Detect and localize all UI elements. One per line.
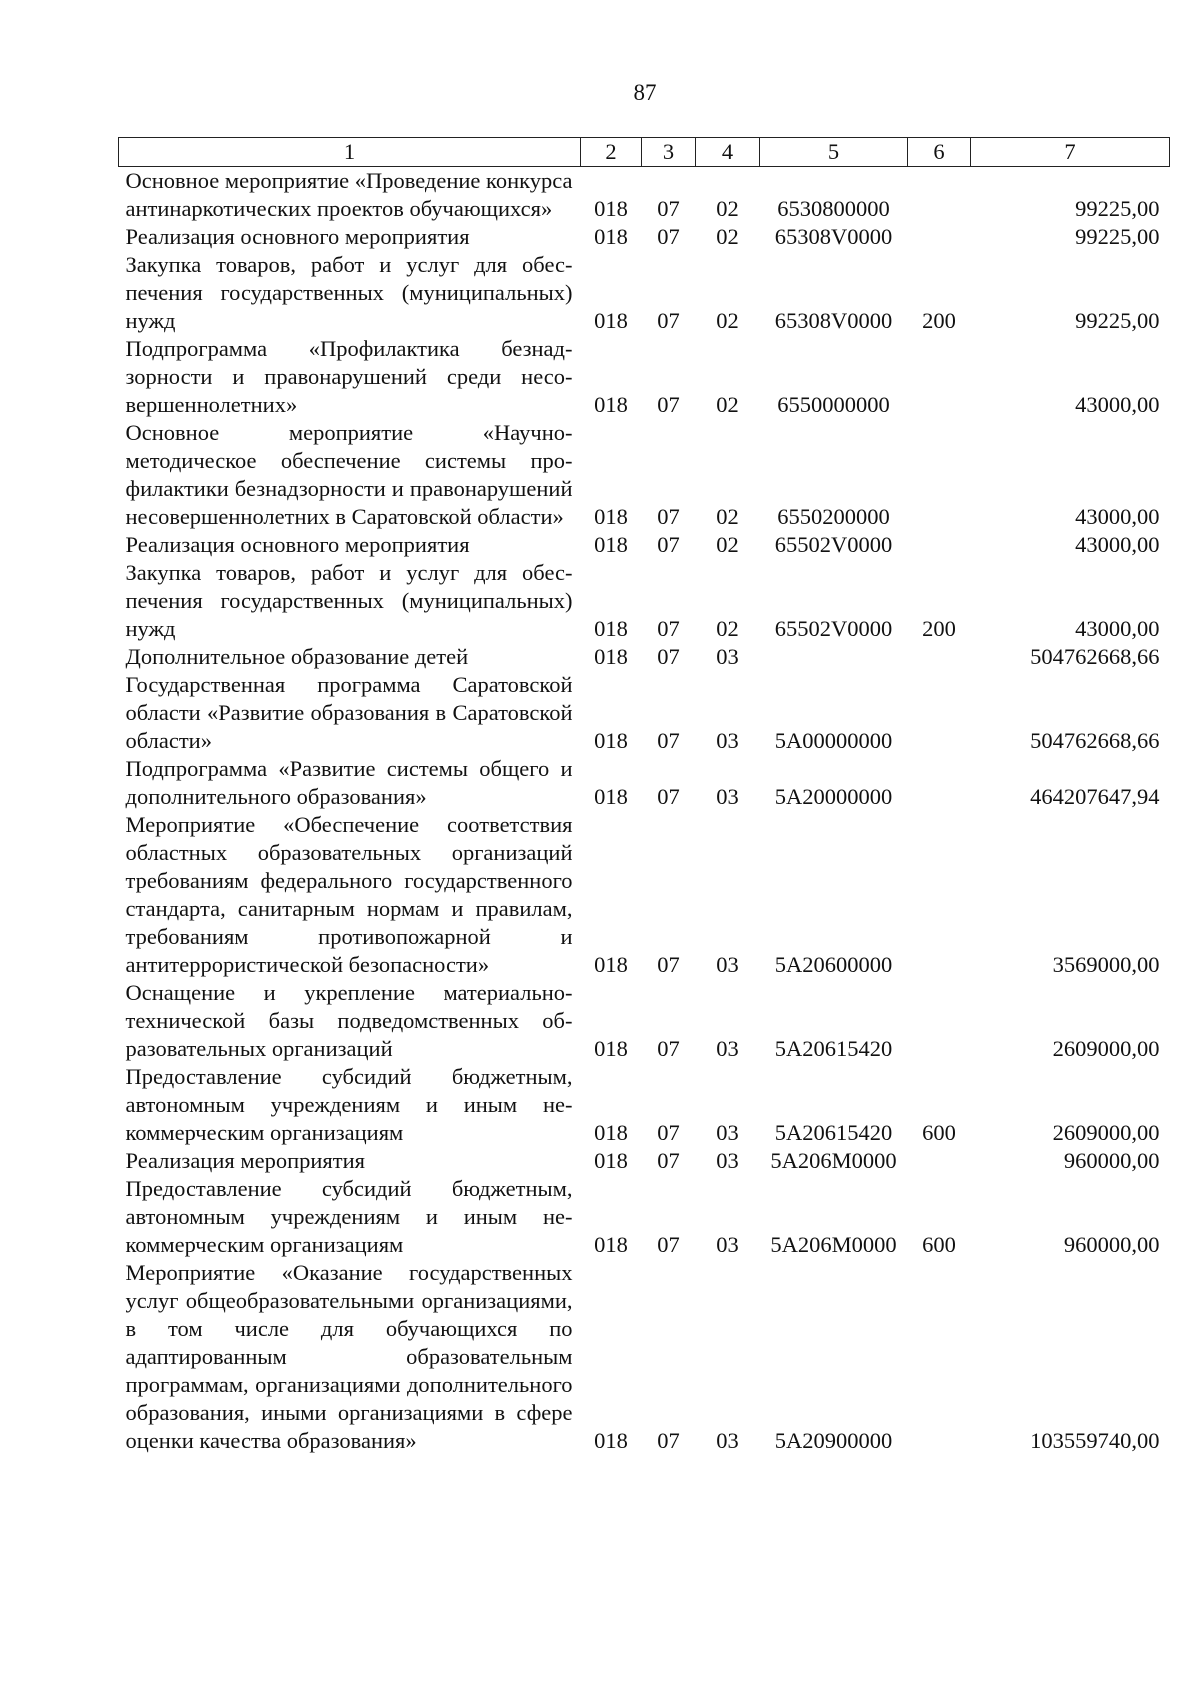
amount: 2609000,00 — [1052, 1036, 1160, 1061]
amount: 43000,00 — [1075, 392, 1160, 417]
section-code: 07 — [657, 1148, 680, 1173]
item-name: Основное мероприятие «Проведение конкурса антинаркотических проектов обучающихся» — [125, 168, 573, 221]
amount: 464207647,94 — [1030, 784, 1160, 809]
ministry-code: 018 — [594, 784, 628, 809]
ministry-code: 018 — [594, 308, 628, 333]
table-row — [119, 979, 1170, 1063]
amount: 43000,00 — [1075, 616, 1160, 641]
item-name: Реализация мероприятия — [125, 1148, 365, 1173]
expense-type-code — [908, 531, 971, 559]
section-code: 07 — [657, 504, 680, 529]
target-article-code: 5А00000000 — [774, 728, 893, 753]
item-name: Подпрограмма «Развитие системы общего и дополнительного образования» — [125, 756, 573, 809]
subsection-code: 03 — [716, 644, 739, 669]
table-row — [119, 251, 1170, 335]
expense-type-code — [908, 979, 971, 1063]
table-row — [119, 755, 1170, 811]
expense-type-code — [908, 1259, 971, 1455]
item-name: Государственная программа Саратовской области «Развитие образования в Саратовской области» — [125, 672, 573, 753]
item-name: Закупка товаров, работ и услуг для обеспечения государственных (муниципальных) нужд — [125, 252, 573, 333]
ministry-code: 018 — [594, 644, 628, 669]
subsection-code: 02 — [716, 616, 739, 641]
section-code: 07 — [657, 308, 680, 333]
section-code: 07 — [657, 392, 680, 417]
ministry-code: 018 — [594, 196, 628, 221]
expense-type-code — [908, 419, 971, 531]
subsection-code: 03 — [716, 952, 739, 977]
table-row — [119, 671, 1170, 755]
ministry-code: 018 — [594, 1232, 628, 1257]
column-header: 2 — [581, 138, 642, 167]
subsection-code: 03 — [716, 1232, 739, 1257]
page-number: 87 — [633, 80, 657, 105]
target-article-code: 5А206М0000 — [770, 1232, 897, 1257]
column-number-row — [119, 138, 1170, 167]
table-row — [119, 335, 1170, 419]
ministry-code: 018 — [594, 532, 628, 557]
ministry-code: 018 — [594, 1036, 628, 1061]
subsection-code: 02 — [716, 392, 739, 417]
ministry-code: 018 — [594, 1120, 628, 1145]
amount: 99225,00 — [1075, 224, 1160, 249]
amount: 99225,00 — [1075, 196, 1160, 221]
expense-type-code — [908, 811, 971, 979]
amount: 504762668,66 — [1030, 644, 1160, 669]
table-row — [119, 531, 1170, 559]
expense-type-code — [908, 335, 971, 419]
column-header: 1 — [119, 138, 581, 167]
item-name: Мероприятие «Оказание государственных услуг общеобразовательными организациями, в том числе для обучающихся по адаптированным образовательным программам, организациями дополнительного образования, иными организациями в сфере оценки качества образования» — [125, 1260, 573, 1453]
target-article-code: 65502V0000 — [774, 532, 893, 557]
ministry-code: 018 — [594, 392, 628, 417]
ministry-code: 018 — [594, 1428, 628, 1453]
target-article-code: 5А20000000 — [774, 784, 893, 809]
target-article-code: 6550200000 — [777, 504, 890, 529]
expense-type-code — [908, 755, 971, 811]
section-code: 07 — [657, 224, 680, 249]
amount: 3569000,00 — [1052, 952, 1160, 977]
ministry-code: 018 — [594, 616, 628, 641]
column-header: 6 — [908, 138, 971, 167]
table-row — [119, 1147, 1170, 1175]
expense-type-code — [908, 167, 971, 224]
column-header: 5 — [760, 138, 908, 167]
amount: 99225,00 — [1075, 308, 1160, 333]
item-name: Закупка товаров, работ и услуг для обеспечения государственных (муниципальных) нужд — [125, 560, 573, 641]
section-code: 07 — [657, 1428, 680, 1453]
section-code: 07 — [657, 784, 680, 809]
section-code: 07 — [657, 1036, 680, 1061]
item-name: Дополнительное образование детей — [125, 644, 469, 669]
expense-type-code — [908, 1147, 971, 1175]
target-article-code: 5А20615420 — [774, 1036, 893, 1061]
table-row — [119, 811, 1170, 979]
section-code: 07 — [657, 1120, 680, 1145]
amount: 504762668,66 — [1030, 728, 1160, 753]
target-article-code: 65308V0000 — [774, 308, 893, 333]
section-code: 07 — [657, 952, 680, 977]
subsection-code: 03 — [716, 728, 739, 753]
section-code: 07 — [657, 532, 680, 557]
ministry-code: 018 — [594, 1148, 628, 1173]
section-code: 07 — [657, 728, 680, 753]
target-article-code: 6530800000 — [777, 196, 890, 221]
table-row — [119, 167, 1170, 224]
section-code: 07 — [657, 196, 680, 221]
target-article-code: 5А206М0000 — [770, 1148, 897, 1173]
target-article-code: 5А20615420 — [774, 1120, 893, 1145]
subsection-code: 03 — [716, 1148, 739, 1173]
subsection-code: 03 — [716, 1120, 739, 1145]
item-name: Предоставление субсидий бюджетным, автономным учреждениям и иным некоммерческим организациям — [125, 1064, 573, 1145]
column-header: 3 — [642, 138, 696, 167]
target-article-code: 5А20600000 — [774, 952, 893, 977]
table-row — [119, 1175, 1170, 1259]
ministry-code: 018 — [594, 224, 628, 249]
table-row — [119, 559, 1170, 643]
expense-type-code: 200 — [922, 308, 956, 333]
target-article-code — [760, 643, 908, 671]
subsection-code: 03 — [716, 784, 739, 809]
section-code: 07 — [657, 644, 680, 669]
ministry-code: 018 — [594, 728, 628, 753]
expense-type-code: 600 — [922, 1120, 956, 1145]
amount: 103559740,00 — [1030, 1428, 1160, 1453]
item-name: Предоставление субсидий бюджетным, автономным учреждениям и иным некоммерческим организациям — [125, 1176, 573, 1257]
expense-type-code — [908, 671, 971, 755]
subsection-code: 03 — [716, 1036, 739, 1061]
subsection-code: 02 — [716, 224, 739, 249]
ministry-code: 018 — [594, 952, 628, 977]
amount: 2609000,00 — [1052, 1120, 1160, 1145]
table-row — [119, 223, 1170, 251]
item-name: Реализация основного мероприятия — [125, 532, 470, 557]
table-row — [119, 1259, 1170, 1455]
target-article-code: 65308V0000 — [774, 224, 893, 249]
section-code: 07 — [657, 616, 680, 641]
amount: 960000,00 — [1063, 1232, 1160, 1257]
expense-type-code: 200 — [922, 616, 956, 641]
table-row — [119, 419, 1170, 531]
subsection-code: 02 — [716, 504, 739, 529]
item-name: Подпрограмма «Профилактика безнадзорности и правонарушений среди несовершеннолетних» — [125, 336, 573, 417]
subsection-code: 02 — [716, 532, 739, 557]
item-name: Основное мероприятие «Научно-методическое обеспечение системы профилактики безнадзорности и правонарушений несовершеннолетних в Саратовской области» — [125, 420, 573, 529]
subsection-code: 02 — [716, 308, 739, 333]
column-header: 4 — [696, 138, 760, 167]
target-article-code: 65502V0000 — [774, 616, 893, 641]
table-row — [119, 643, 1170, 671]
subsection-code: 02 — [716, 196, 739, 221]
amount: 43000,00 — [1075, 532, 1160, 557]
expense-type-code — [908, 643, 971, 671]
item-name: Мероприятие «Обеспечение соответствия областных образовательных организаций требованиям федерального государственного стандарта, санитарным нормам и правилам, требованиям противопожарной и антитеррористической безопасности» — [125, 812, 573, 977]
ministry-code: 018 — [594, 504, 628, 529]
target-article-code: 6550000000 — [777, 392, 890, 417]
column-header: 7 — [971, 138, 1170, 167]
expense-type-code: 600 — [922, 1232, 956, 1257]
amount: 43000,00 — [1075, 504, 1160, 529]
item-name: Оснащение и укрепление материально-технической базы подведомственных образовательных организаций — [125, 980, 573, 1061]
amount: 960000,00 — [1063, 1148, 1160, 1173]
section-code: 07 — [657, 1232, 680, 1257]
target-article-code: 5А20900000 — [774, 1428, 893, 1453]
table-row — [119, 1063, 1170, 1147]
budget-table — [118, 137, 1170, 1455]
subsection-code: 03 — [716, 1428, 739, 1453]
item-name: Реализация основного мероприятия — [125, 224, 470, 249]
expense-type-code — [908, 223, 971, 251]
